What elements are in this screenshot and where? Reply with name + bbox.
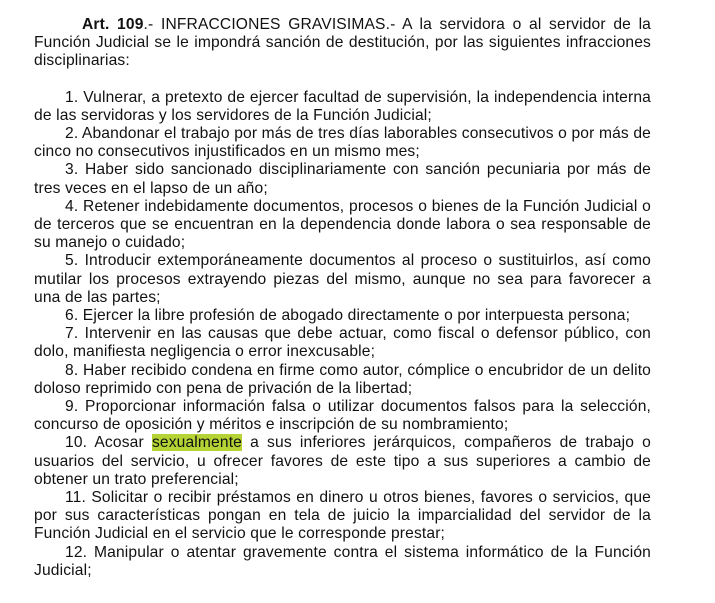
article-heading: .- INFRACCIONES GRAVISIMAS.- A la servidora o al servidor de la Función Judicial se le impondrá sanción de destitución, por las siguientes infracciones disciplinarias: <box>34 16 652 70</box>
list-item: 1. Vulnerar, a pretexto de ejercer facultad de supervisión, la independencia interna de las servidoras y los servidores de la Función Judicial; <box>34 88 651 124</box>
list-item: 11. Solicitar o recibir préstamos en dinero u otros bienes, favores o servicios, que por sus características pongan en tela de juicio la imparcialidad del servidor de la Función Judicial en el servicio que le corresponde prestar; <box>34 489 651 543</box>
article-intro <box>34 16 651 71</box>
item-10-text-after: a sus inferiores jerárquicos, compañeros de trabajo o usuarios del servicio, u ofrecer favores de este tipo a sus superiores a cambio de obtener un trato preferencial; <box>34 434 651 488</box>
list-item: 9. Proporcionar información falsa o utilizar documentos falsos para la selección, concurso de oposición y méritos e inscripción de su nombramiento; <box>34 398 651 434</box>
list-item: 8. Haber recibido condena en firme como autor, cómplice o encubridor de un delito doloso reprimido con pena de privación de la libertad; <box>34 361 651 397</box>
list-item: 2. Abandonar el trabajo por más de tres días laborables consecutivos o por más de cinco no consecutivos injustificados en un mismo mes; <box>34 125 651 161</box>
list-item: 5. Introducir extemporáneamente documentos al proceso o sustituirlos, así como mutilar los procesos extrayendo piezas del mismo, aunque no sea para favorecer a una de las partes; <box>34 252 651 306</box>
highlighted-search-term: sexualmente <box>151 434 243 452</box>
article-number: Art. 109 <box>82 16 144 33</box>
list-item: 6. Ejercer la libre profesión de abogado directamente o por interpuesta persona; <box>65 307 631 325</box>
list-item: 4. Retener indebidamente documentos, procesos o bienes de la Función Judicial o de terceros que se encuentran en la dependencia donde labora o sea responsable de su manejo o cuidado; <box>34 197 651 252</box>
item-10-text-before: 10. Acosar <box>65 434 152 452</box>
list-item: 7. Intervenir en las causas que debe actuar, como fiscal o defensor público, con dolo, manifiesta negligencia o error inexcusable; <box>34 325 651 361</box>
list-item-highlighted <box>34 434 651 489</box>
document-body <box>34 16 651 580</box>
list-item: 3. Haber sido sancionado disciplinariamente con sanción pecuniaria por más de tres veces en el lapso de un año; <box>34 161 651 197</box>
list-item: 12. Manipular o atentar gravemente contra el sistema informático de la Función Judicial; <box>34 543 651 579</box>
